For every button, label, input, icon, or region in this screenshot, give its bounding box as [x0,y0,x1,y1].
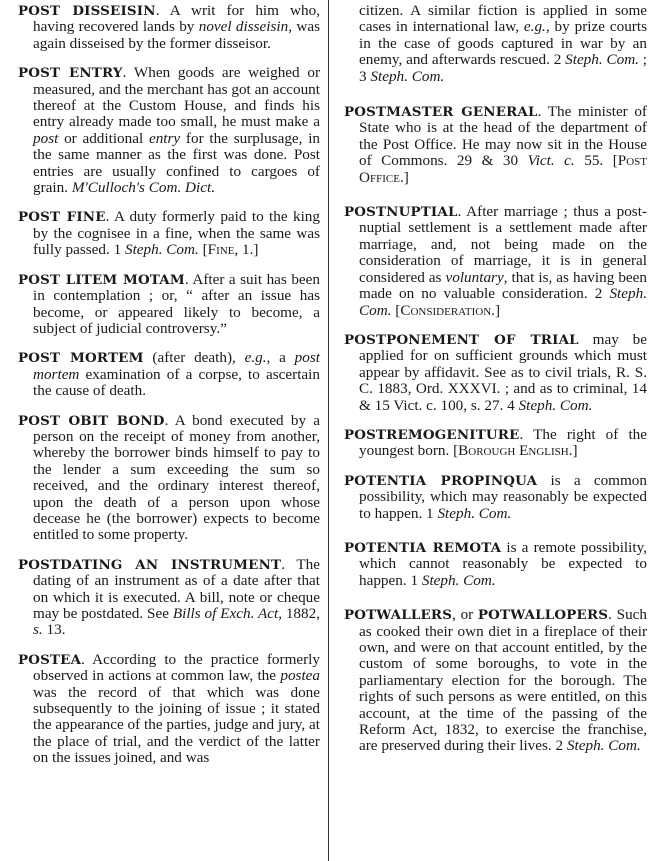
left-column [18,0,320,780]
definition-text: . Such as cooked their own diet in a fireplace of their own, and were on that account entitled, by the custom of some boroughs, to vote in the parliamentary election for the borough. The rights of such persons as were entitled, on this account, at the time of the passing of the Reform Act, 1832, to exercise the franchise, are preserved during their lives. 2 [359,606,647,755]
headword: POSTREMOGENITURE [344,426,520,443]
definition-text: [ [198,241,208,259]
headword: POSTNUPTIAL [344,204,458,221]
definition-text: . When goods are weighed or measured, and the merchant has got an account thereof at the Custom House, and finds his entry already made too small, he must make a [33,64,321,131]
entry-post-disseisin [18,3,320,52]
right-column [344,0,647,768]
headword: POST LITEM MOTAM [18,271,185,288]
definition-text: (after death), [143,349,245,367]
entry-potentia-propinqua [344,473,647,522]
citation: Bills of Exch. Act [172,605,279,622]
headword: POST MORTEM [18,350,144,367]
definition-text: for the surplusage, in the same manner as the first was done. Post entries are usually confined to cargoes of grain. [33,129,321,197]
definition-text: . The minister of State who is at the head of the department of the Post Office. He may now sit in the House of Commons. 29 & 30 [359,103,647,170]
cross-reference: Borough English [458,442,569,460]
citation: M'Culloch's Com. Dict. [71,179,215,197]
headword: POST OBIT BOND [18,412,165,429]
headword: POSTEA [18,651,82,668]
definition-text: . The dating of an instrument as of a date after that on which it is executed. A bill, note or cheque may be postdated. See [33,555,320,622]
citation: Steph. Com. [421,571,496,589]
definition-text: examination of a corpse, to ascertain the cause of death. [33,365,320,400]
entry-potwallers [344,607,647,755]
definition-text: , 1882, [278,605,321,622]
entry-post-mortem [18,350,320,399]
entry-post-entry [18,65,320,196]
headword: POTENTIA REMOTA [344,539,502,556]
italic-term: post mortem [33,349,320,383]
headword-variant: POTWALLOPERS [477,607,609,624]
entry-postea [18,652,320,767]
entry-post-fine [18,209,320,258]
definition-text: [ [391,301,401,319]
italic-term: entry [148,129,181,147]
definition-text: citizen. A similar fiction is applied in some cases in international law, [359,2,647,36]
definition-text: , 1.] [234,241,259,259]
definition-text: . A duty formerly paid to the king by the cognisee in a fine, when the same was fully passed. 1 [33,208,320,259]
entry-post-litem-motam [18,272,320,338]
definition-text: . The right of the youngest born. [ [359,425,647,460]
headword: POSTPONEMENT OF TRIAL [344,331,579,348]
italic-term: voluntary [445,268,504,286]
definition-text: 13. [42,621,66,639]
headword: POSTMASTER GENERAL [344,104,538,121]
definition-text: , that is, as having been made on no valuable consideration. 2 [359,268,648,303]
headword: POST DISSEISIN [18,3,156,19]
definition-text: . A bond executed by a person on the receipt of money from another, whereby the borrower binds himself to pay to the lender a sum exceeding the sum so received, and the ordinary interest thereof, upon the death of a person upon whose decease he (the borrower) expects to become entitled to some property. [33,411,320,544]
citation: Steph. Com. [518,396,593,414]
definition-text: , a [266,349,295,367]
definition-text: is a common possibility, which may reasonably be expected to happen. 1 [359,471,647,522]
italic-term: post [33,129,59,147]
entry-postponement-of-trial [344,332,647,414]
definition-text: , by prize courts in the case of goods captured in war by an enemy, and afterwards rescued. 2 [359,18,647,69]
citation: Steph. Com. [565,51,639,69]
definition-text: is a remote possibility, which cannot reasonably be expected to happen. 1 [359,538,647,589]
headword: POTWALLERS [344,607,453,624]
cross-reference: Fine [207,241,235,259]
column-divider [328,0,329,861]
definition-text: or additional [58,129,149,147]
citation: Steph. Com. [566,737,641,755]
entry-postdating-an-instrument [18,557,320,639]
headword: POST ENTRY [18,65,123,82]
citation: Steph. Com. [437,504,512,522]
entry-potentia-remota [344,540,647,589]
entry-postnuptial [344,204,647,319]
citation: Vict. c. [527,152,575,170]
headword: POSTDATING AN INSTRUMENT [18,556,282,573]
citation: Steph. Com. [370,67,445,85]
italic-term: e.g. [244,349,267,367]
definition-text: , or [452,606,478,624]
headword: POST FINE [18,209,106,226]
entry-post-obit-bond [18,413,320,544]
cross-reference: Consideration [400,301,492,319]
cross-reference: Post Office [359,152,647,186]
definition-text: . After a suit has been in contemplation ; or, “ after an issue has become, or appeared likely to become, a subject of judicial controversy.” [33,270,320,337]
definition-text: 55. [ [574,152,618,170]
entry-postremogeniture [344,427,647,460]
definition-text: .] [568,442,578,460]
definition-text: may be applied for on sufficient grounds which must appear by affidavit. See as to civil trials, R. S. C. 1883, Ord. XXXVI. ; and as to criminal, 14 & 15 Vict. c. 100, s. 27. 4 [359,330,647,414]
definition-text: , was again disseised by the former disseisor. [33,18,320,52]
definition-text: ; 3 [359,51,647,85]
definition-text: was the record of that which was done subsequently to the joining of issue ; it stated the appearance of the parties, judge and jury, at the place of trial, and the verdict of the latter on the issues joined, and was [33,683,320,767]
headword: POTENTIA PROPINQUA [344,472,538,489]
entry-continuation [344,3,647,85]
italic-term: postea [280,667,320,685]
italic-term: novel disseisin [198,18,289,36]
definition-text: . A writ for him who, having recovered lands by [33,2,320,36]
definition-text: . After marriage ; thus a post-nuptial settlement is a settlement made after marriage, and, not being made on the consideration of marriage, it is in general considered as [359,203,647,286]
definition-text: .] [399,168,409,186]
entry-postmaster-general [344,104,647,186]
citation: Steph. Com. [124,241,199,259]
definition-text: . According to the practice formerly observed in actions at common law, the [33,650,320,685]
italic-term: s. [33,621,43,639]
citation: Steph. Com. [359,285,647,319]
definition-text: .] [491,301,501,319]
italic-term: e.g. [523,18,546,36]
